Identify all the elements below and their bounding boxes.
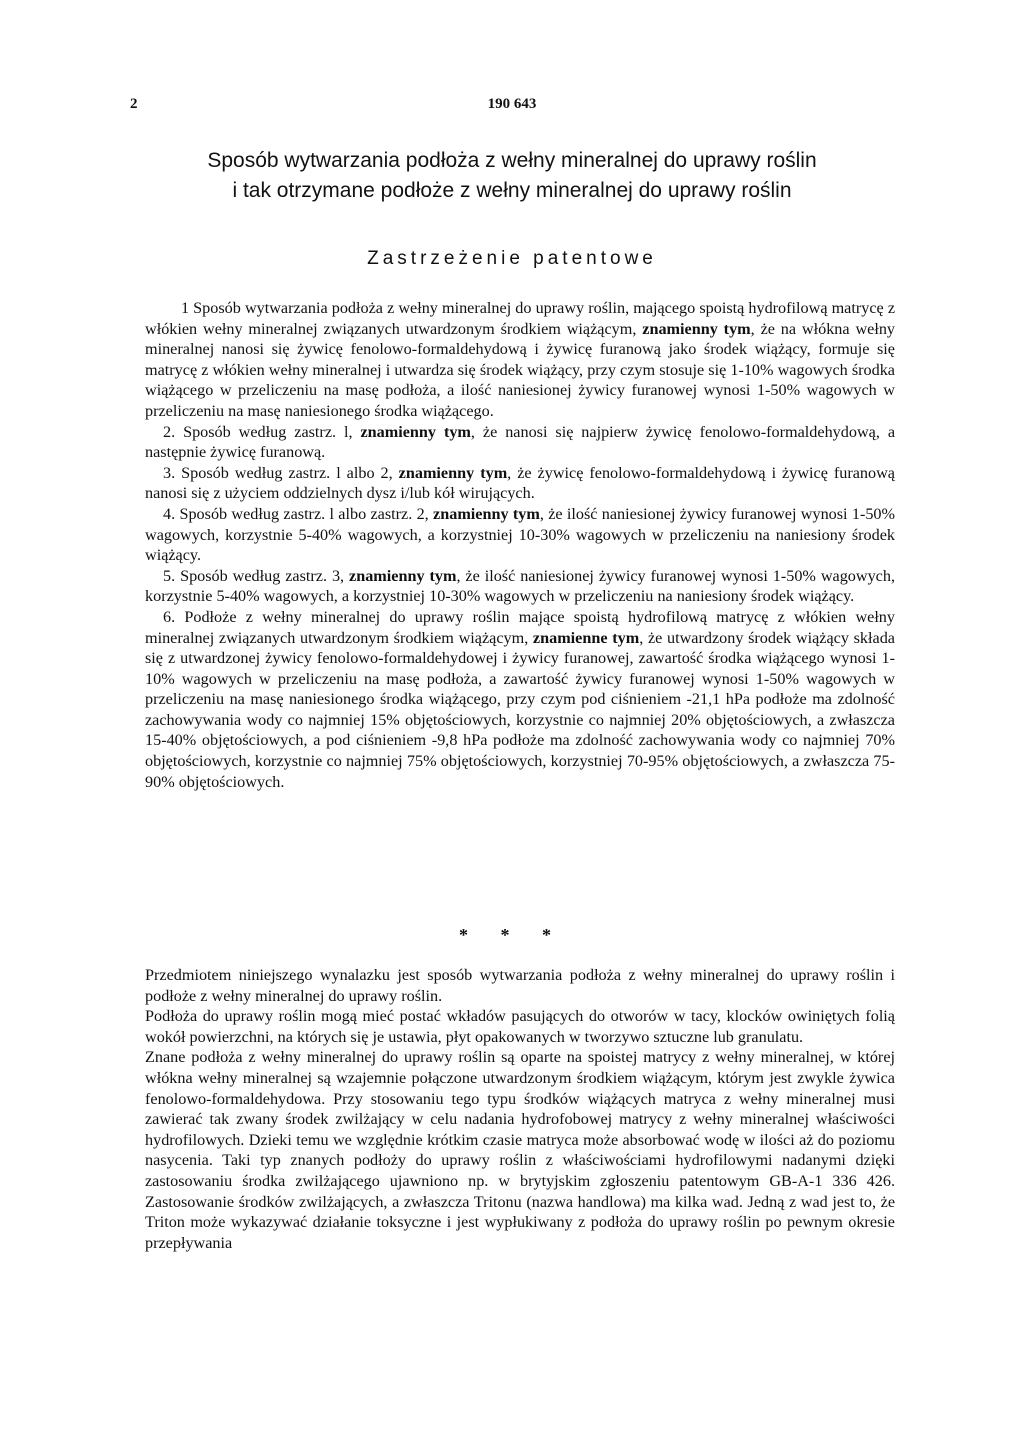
claim-keyword: znamienny tym bbox=[433, 504, 540, 523]
claim-keyword: znamienne tym bbox=[532, 628, 640, 647]
claim-keyword: znamienny tym bbox=[349, 566, 457, 585]
claim-5: 5. Sposób według zastrz. 3, znamienny tym, że ilość naniesionej żywicy furanowej wynosi 1-50% wagowych, korzystnie 5-40% wagowych, a korzystniej 10-30% wagowych w przeliczeniu na naniesiony środek wiążący. bbox=[145, 566, 895, 606]
page-header bbox=[130, 96, 894, 116]
section-separator: * * * bbox=[459, 925, 565, 945]
claim-4: 4. Sposób według zastrz. l albo zastrz. 2, znamienny tym, że ilość naniesionej żywicy furanowej wynosi 1-50% wagowych, korzystnie 5-40% wagowych, a korzystniej 10-30% wagowych w przeliczeniu na naniesiony środek wiążący. bbox=[145, 504, 896, 565]
description-section bbox=[145, 965, 895, 1253]
claims-section bbox=[145, 298, 895, 792]
claim-1: 1 Sposób wytwarzania podłoża z wełny mineralnej do uprawy roślin, mającego spoistą hydrofilową matrycę z włókien wełny mineralnej związanych utwardzonym środkiem wiążącym, znamienny tym, że na włókna wełny mineralnej nanosi się żywicę fenolowo-formaldehydową i żywicę furanową jako środek wiążący, formuje się matrycę z włókien wełny mineralnej i utwardza się środek wiążący, przy czym stosuje się 1-10% wagowych środka wiążącego w przeliczeniu na masę podłoża, a ilość naniesionej żywicy furanowej wynosi 1-50% wagowych w przeliczeniu na masę naniesionego środka wiążącego. bbox=[145, 299, 896, 420]
page-number: 2 bbox=[130, 96, 138, 112]
claim-3: 3. Sposób według zastrz. l albo 2, znamienny tym, że żywicę fenolowo-formaldehydową i żywicę furanową nanosi się z użyciem oddzielnych dysz i/lub kół wirujących. bbox=[145, 463, 895, 503]
patent-number: 190 643 bbox=[487, 96, 537, 112]
claim-6: 6. Podłoże z wełny mineralnej do uprawy roślin mające spoistą hydrofilową matrycę z włókien wełny mineralnej związanych utwardzonym środkiem wiążącym, znamienne tym, że utwardzony środek wiążący składa się z utwardzonej żywicy fenolowo-formaldehydowej i żywicy furanowej, zawartość środka wiążącego wynosi 1-10% wagowych w przeliczeniu na masę podłoża, a zawartość żywicy furanowej wynosi 1-50% wagowych w przeliczeniu na masę naniesionego środka wiążącego, przy czym pod ciśnieniem -21,1 hPa podłoże ma zdolność zachowywania wody co najmniej 15% objętościowych, korzystnie co najmniej 20% objętościowych, a zwłaszcza 15-40% objętościowych, a pod ciśnieniem -9,8 hPa podłoże ma zdolność zachowywania wody co najmniej 70% objętościowych, korzystnie co najmniej 75% objętościowych, korzystniej 70-95% objętościowych, a zwłaszcza 75-90% objętościowych. bbox=[145, 607, 895, 791]
description-paragraph: Podłoża do uprawy roślin mogą mieć postać wkładów pasujących do otworów w tacy, klocków owiniętych folią wokół powierzchni, na których się je ustawia, płyt opakowanych w tworzywo sztuczne lub granulatu. bbox=[145, 1007, 895, 1046]
claim-2: 2. Sposób według zastrz. l, znamienny tym, że nanosi się najpierw żywicę fenolowo-formaldehydową, a następnie żywicę furanową. bbox=[145, 422, 895, 462]
claim-keyword: znamienny tym bbox=[642, 319, 751, 338]
title-line-2: i tak otrzymane podłoże z wełny mineralnej do uprawy roślin bbox=[232, 179, 792, 202]
title-line-1: Sposób wytwarzania podłoża z wełny mineralnej do uprawy roślin bbox=[207, 149, 817, 172]
description-paragraph: Przedmiotem niniejszego wynalazku jest sposób wytwarzania podłoża z wełny mineralnej do uprawy roślin i podłoże z wełny mineralnej do uprawy roślin. bbox=[145, 966, 895, 1005]
description-paragraph: Znane podłoża z wełny mineralnej do uprawy roślin są oparte na spoistej matrycy z wełny mineralnej, w której włókna wełny mineralnej są wzajemnie połączone utwardzonym środkiem wiążącym, którym jest zwykle żywica fenolowo-formaldehydowa. Przy stosowaniu tego typu środków wiążących matryca z wełny mineralnej musi zawierać tak zwany środek zwilżający w celu nadania hydrofobowej matrycy z wełny mineralnej właściwości hydrofilowych. Dzieki temu we względnie krótkim czasie matryca może absorbować wodę w ilości aż do poziomu nasycenia. Taki typ znanych podłoży do uprawy roślin z właściwościami hydrofilowymi nadanymi dzięki zastosowaniu środka zwilżającego ujawniono np. w brytyjskim zgłoszeniu patentowym GB-A-1 336 426. Zastosowanie środków zwilżających, a zwłaszcza Tritonu (nazwa handlowa) ma kilka wad. Jedną z wad jest to, że Triton może wykazywać działanie toksyczne i jest wypłukiwany z podłoża do uprawy roślin po pewnym okresie przepływania bbox=[145, 1048, 895, 1252]
claim-keyword: znamienny tym bbox=[360, 422, 471, 441]
document-title bbox=[130, 146, 894, 206]
claim-keyword: znamienny tym bbox=[398, 463, 508, 482]
claims-heading: Zastrzeżenie patentowe bbox=[367, 248, 657, 269]
